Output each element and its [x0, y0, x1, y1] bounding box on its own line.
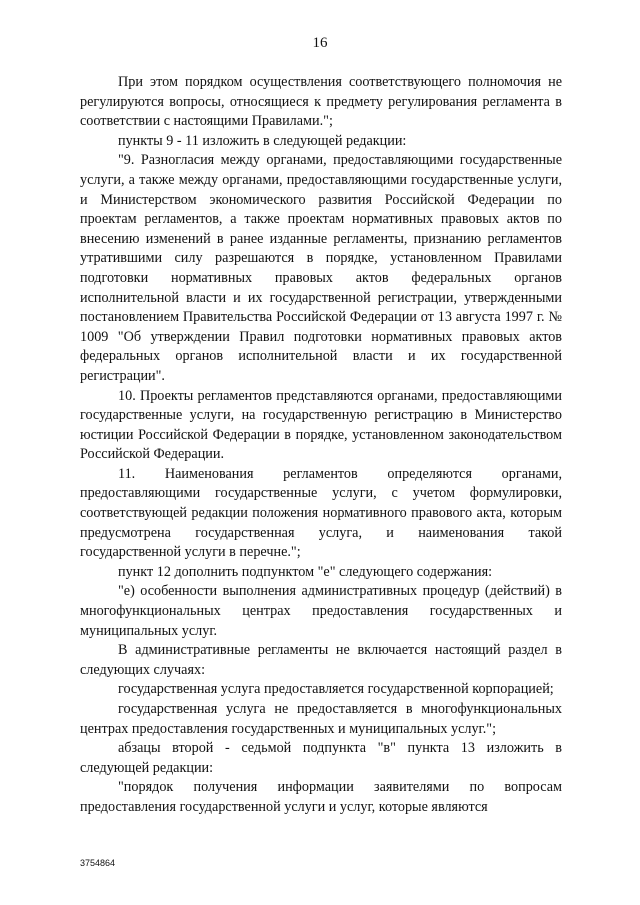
page-number: 16 — [312, 35, 328, 51]
paragraph: При этом порядком осуществления соответствующего полномочия не регулируются вопросы, относящиеся к предмету регулирования регламента в соответствии с настоящими Правилами."; — [80, 74, 562, 130]
paragraph: государственная услуга не предоставляется в многофункциональных центрах предоставления государственных и муниципальных услуг."; — [80, 701, 562, 737]
paragraph: 11. Наименования регламентов определяются органами, предоставляющими государственные услуги, с учетом формулировки, соответствующей редакции положения нормативного правового акта, которым предусмотрена государственная услуга, и наименования такой государственной услуги в перечне."; — [80, 465, 562, 561]
document-id: 3754864 — [80, 858, 116, 868]
document-body — [80, 73, 562, 818]
paragraph: В административные регламенты не включается настоящий раздел в следующих случаях: — [80, 642, 562, 678]
paragraph: "порядок получения информации заявителями по вопросам предоставления государственной услуги и услуг, которые являются — [80, 779, 562, 815]
paragraph: пункты 9 - 11 изложить в следующей редакции: — [118, 132, 407, 149]
paragraph: 10. Проекты регламентов представляются органами, предоставляющими государственные услуги, на государственную регистрацию в Министерство юстиции Российской Федерации в порядке, установленном законодательством Российской Федерации. — [80, 387, 562, 463]
paragraph: "9. Разногласия между органами, предоставляющими государственные услуги, а также между органами, предоставляющими государственные услуги, и Министерством экономического развития Российской Федерации по проектам регламентов, а также проектам нормативных правовых актов по внесению изменений в ранее изданные регламенты, признанию регламентов утратившими силу разрешаются в порядке, установленном Правилами подготовки нормативных правовых актов федеральных органов исполнительной власти и их государственной регистрации, утвержденными постановлением Правительства Российской Федерации от 13 августа 1997 г. № 1009 "Об утверждении Правил подготовки нормативных правовых актов федеральных органов исполнительной власти и их государственной регистрации". — [80, 152, 562, 384]
paragraph: абзацы второй - седьмой подпункта "в" пункта 13 изложить в следующей редакции: — [80, 740, 562, 776]
paragraph: государственная услуга предоставляется государственной корпорацией; — [118, 681, 554, 698]
paragraph: "е) особенности выполнения административных процедур (действий) в многофункциональных центрах предоставления государственных и муниципальных услуг. — [80, 583, 562, 639]
paragraph: пункт 12 дополнить подпунктом "е" следующего содержания: — [118, 563, 493, 580]
